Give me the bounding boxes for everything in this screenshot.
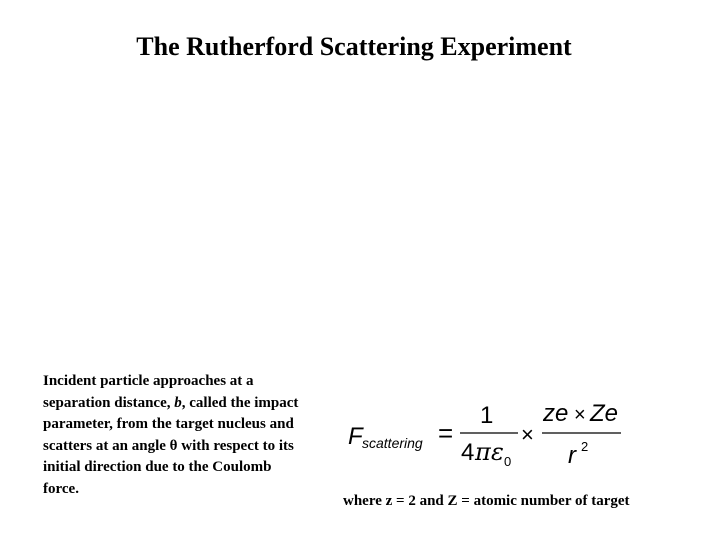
- theta-symbol: θ: [169, 437, 178, 454]
- force-subscript: scattering: [362, 435, 423, 451]
- fraction2-denominator-r: r: [568, 442, 576, 469]
- fraction1-numerator: 1: [480, 402, 494, 429]
- equals-sign: =: [438, 418, 454, 448]
- fraction2-denominator-exponent: 2: [581, 439, 589, 454]
- coulomb-scattering-formula: [340, 390, 640, 480]
- formula-svg: [340, 390, 640, 480]
- pi-symbol: π: [475, 438, 491, 466]
- description-part-1: Incident particle approaches at a separation distance,: [43, 373, 254, 411]
- times-sign: ×: [521, 422, 534, 447]
- description-text: [43, 371, 305, 500]
- epsilon-subscript: 0: [504, 454, 512, 469]
- fraction1-denominator-coeff: 4: [461, 439, 475, 466]
- fraction2-numerator-times: ×: [574, 404, 586, 426]
- epsilon-symbol: ε: [491, 438, 504, 466]
- slide-title: The Rutherford Scattering Experiment: [136, 32, 572, 61]
- formula-note: where z = 2 and Z = atomic number of target: [343, 493, 630, 509]
- force-symbol: F: [348, 423, 363, 450]
- fraction2-numerator-Ze: Ze: [590, 400, 619, 427]
- fraction2-numerator-ze: ze: [543, 400, 569, 427]
- impact-parameter-symbol: b: [174, 394, 182, 411]
- description-part-3: with respect to its initial direction due to the Coulomb force.: [43, 437, 294, 497]
- description-part-2: , called the impact parameter, from the target nucleus and scatters at an angle: [43, 394, 299, 454]
